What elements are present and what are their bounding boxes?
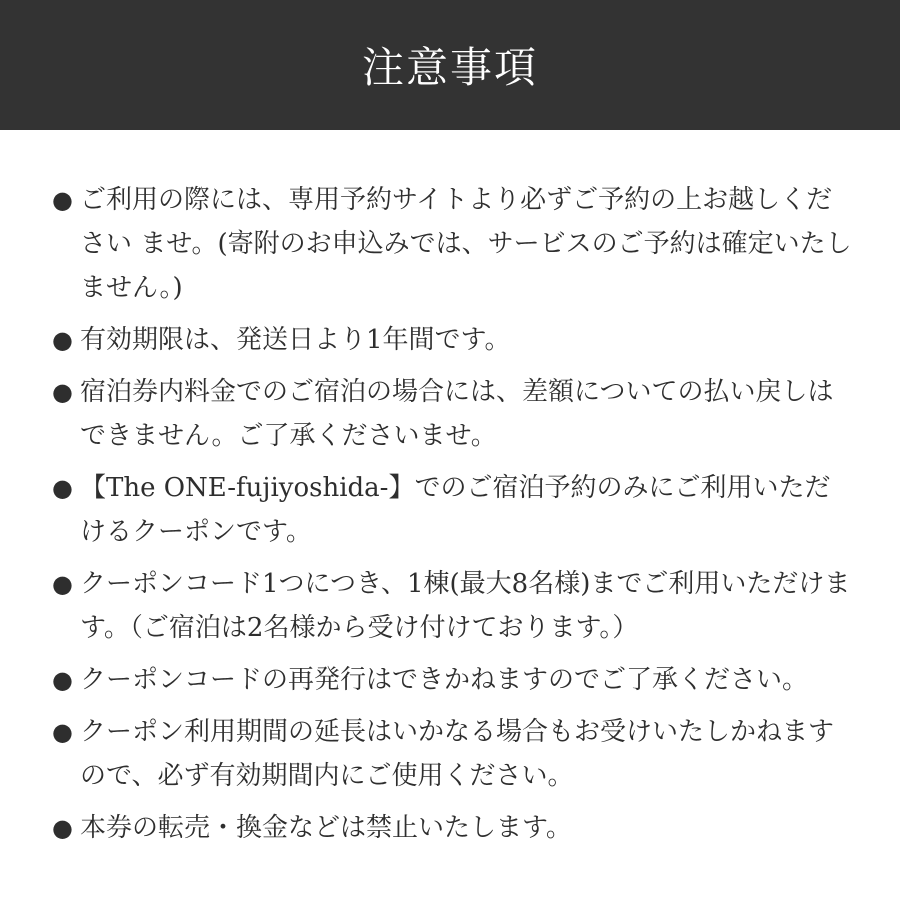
note-item	[52, 318, 854, 362]
note-item	[52, 466, 854, 554]
note-text: クーポンコード1つにつき、1棟(最大8名様)までご利用いただけます。（ご宿泊は2名様から受け付けております。）	[80, 569, 851, 643]
bullet-icon: ●	[52, 666, 73, 694]
note-text: 有効期限は、発送日より1年間です。	[80, 325, 511, 355]
page-title: 注意事項	[361, 43, 538, 92]
notes-list	[0, 130, 900, 850]
bullet-icon: ●	[52, 474, 73, 502]
note-item	[52, 178, 854, 310]
bullet-icon: ●	[52, 378, 73, 406]
note-item	[52, 562, 854, 650]
header-bar	[0, 0, 900, 130]
note-item	[52, 658, 854, 702]
note-text: クーポンコードの再発行はできかねますのでご了承ください。	[80, 665, 809, 695]
bullet-icon: ●	[52, 186, 73, 214]
note-text: クーポン利用期間の延長はいかなる場合もお受けいたしかねますので、必ず有効期間内にご使用ください。	[80, 717, 835, 791]
note-item	[52, 806, 854, 850]
bullet-icon: ●	[52, 814, 73, 842]
note-item	[52, 370, 854, 458]
note-item	[52, 710, 854, 798]
bullet-icon: ●	[52, 718, 73, 746]
note-text: 本券の転売・換金などは禁止いたします。	[80, 813, 572, 843]
note-text: 宿泊券内料金でのご宿泊の場合には、差額についての払い戻しはできません。ご了承くださいませ。	[80, 377, 834, 451]
bullet-icon: ●	[52, 570, 73, 598]
note-text: 【The ONE-fujiyoshida-】でのご宿泊予約のみにご利用いただけるクーポンです。	[80, 473, 831, 547]
bullet-icon: ●	[52, 326, 73, 354]
note-text: ご利用の際には、専用予約サイトより必ずご予約の上お越しください ませ。(寄附のお申込みでは、サービスのご予約は確定いたしません。)	[80, 185, 852, 303]
